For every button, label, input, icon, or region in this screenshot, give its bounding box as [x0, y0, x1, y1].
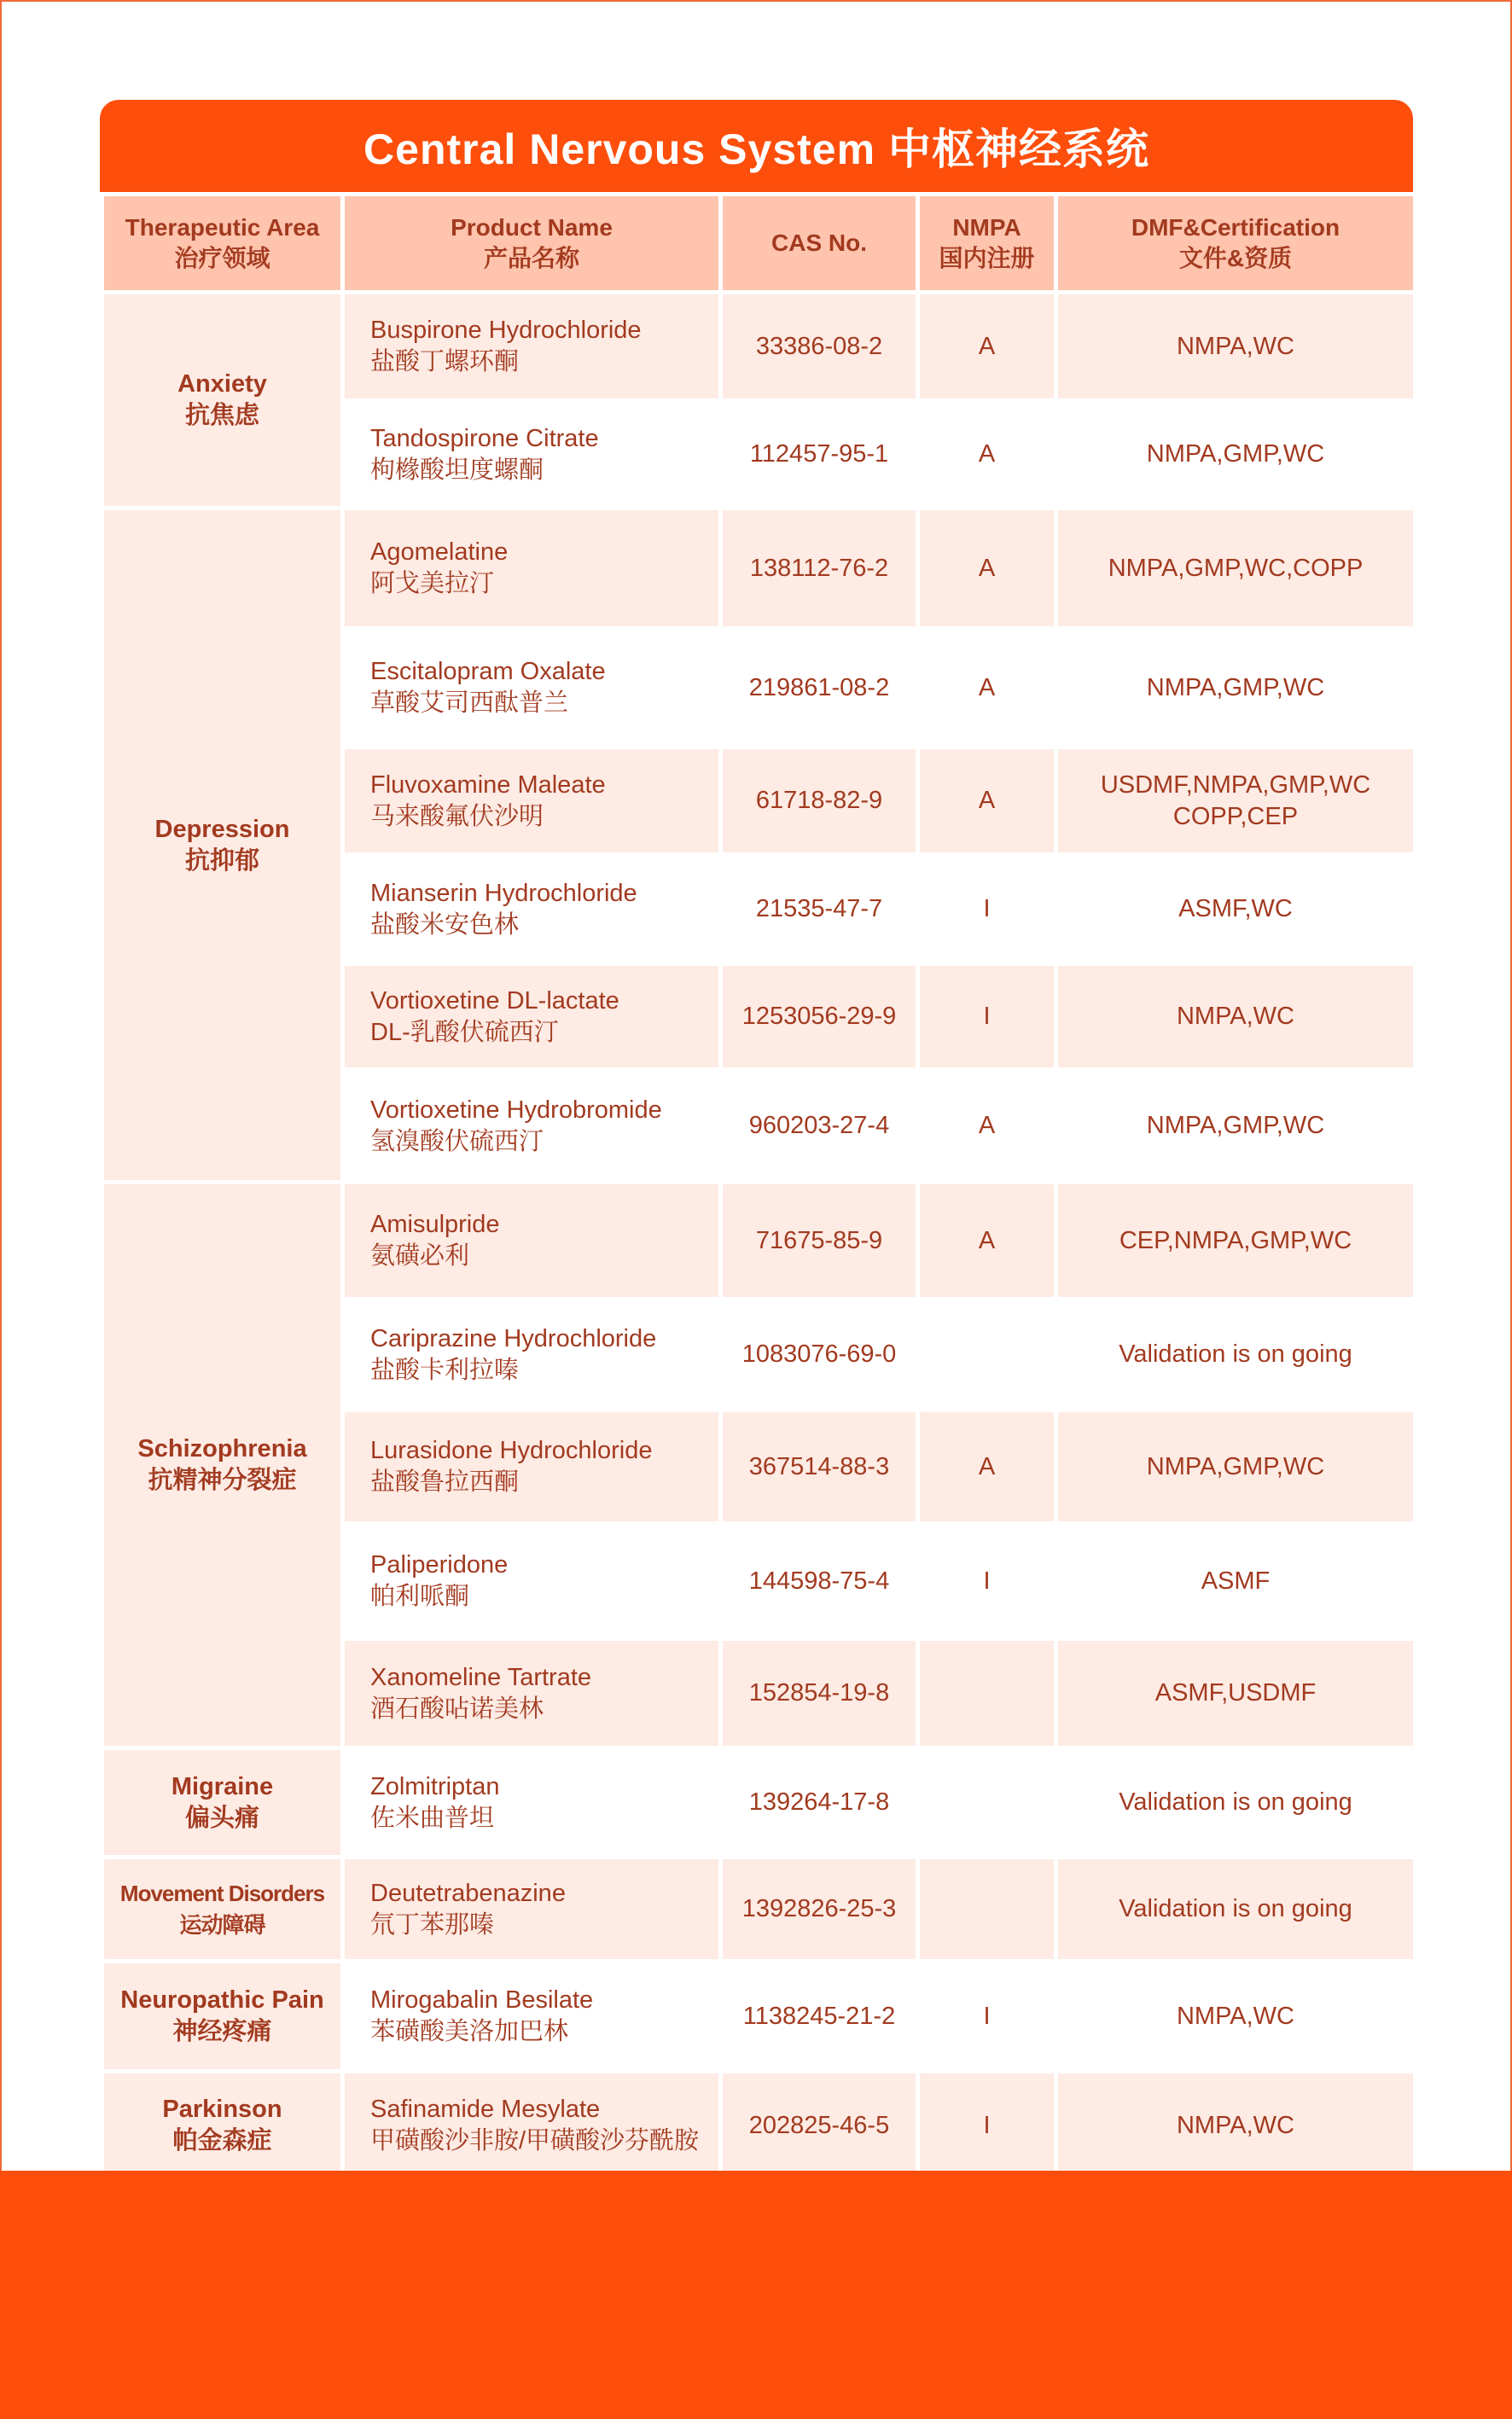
nmpa-status: A — [978, 332, 996, 360]
product-name-cell — [343, 1639, 721, 1748]
product-name-zh: 佐米曲普坦 — [370, 1804, 495, 1832]
certification-cell — [1056, 2072, 1416, 2180]
certification-cell — [1056, 1639, 1416, 1748]
certification-text: Validation is on going — [1119, 1788, 1352, 1816]
certification-cell — [1056, 629, 1416, 747]
therapeutic-area-zh: 抗抑郁 — [184, 846, 259, 875]
nmpa-status-cell — [918, 1070, 1056, 1183]
cas-number-cell — [721, 1410, 918, 1524]
nmpa-status-cell — [918, 293, 1056, 401]
cas-number: 367514-88-3 — [748, 1452, 890, 1480]
product-name-zh: 甲磺酸沙非胺/甲磺酸沙芬酰胺 — [370, 2127, 700, 2154]
certification-cell — [1056, 1410, 1416, 1524]
certification-text: USDMF,NMPA,GMP,WC — [1100, 770, 1371, 799]
nmpa-status: A — [978, 1452, 996, 1480]
page-title: Central Nervous System 中枢神经系统 — [100, 100, 1413, 192]
certification-cell — [1056, 1858, 1416, 1962]
cas-number: 1253056-29-9 — [741, 1003, 897, 1030]
certification-cell — [1056, 747, 1416, 855]
therapeutic-area-cell — [102, 1183, 343, 1748]
nmpa-status: A — [978, 1112, 996, 1139]
table-row — [102, 1748, 1416, 1858]
nmpa-status: I — [983, 2002, 991, 2030]
certification-cell — [1056, 1300, 1416, 1410]
product-name-zh: 盐酸鲁拉西酮 — [370, 1468, 520, 1496]
column-header-therapeutic-area: Therapeutic Area 治疗领域 — [102, 195, 343, 293]
certification-text: Validation is on going — [1119, 1340, 1352, 1368]
nmpa-status: I — [983, 1567, 991, 1595]
cas-number-cell — [721, 964, 918, 1070]
cas-number: 960203-27-4 — [748, 1112, 890, 1139]
nmpa-status-cell — [918, 1748, 1056, 1858]
cas-number: 33386-08-2 — [755, 332, 883, 360]
product-name-en: Tandospirone Citrate — [370, 424, 599, 452]
cas-number: 152854-19-8 — [748, 1679, 890, 1707]
certification-text: NMPA,GMP,WC,COPP — [1108, 554, 1364, 582]
cas-number-cell — [721, 1070, 918, 1183]
column-header-product-name: Product Name 产品名称 — [343, 195, 721, 293]
nmpa-status: A — [978, 440, 996, 468]
cas-number: 21535-47-7 — [755, 895, 883, 922]
cas-number: 202825-46-5 — [748, 2111, 890, 2139]
cas-number-cell — [721, 855, 918, 964]
product-name-zh: 氘丁苯那嗪 — [370, 1910, 495, 1939]
therapeutic-area-zh: 抗焦虑 — [184, 402, 259, 429]
product-name-cell — [343, 1748, 721, 1858]
product-name-en: Cariprazine Hydrochloride — [370, 1324, 657, 1352]
product-name-cell — [343, 1524, 721, 1639]
product-name-zh: 草酸艾司西酞普兰 — [370, 689, 569, 717]
certification-cell — [1056, 1962, 1416, 2072]
product-name-en: Buspirone Hydrochloride — [370, 317, 642, 344]
cas-number-cell — [721, 1524, 918, 1639]
product-name-en: Mirogabalin Besilate — [370, 1986, 594, 2014]
product-name-cell — [343, 1410, 721, 1524]
therapeutic-area-cell — [102, 1748, 343, 1858]
cas-number: 144598-75-4 — [748, 1567, 890, 1595]
cas-number: 219861-08-2 — [748, 673, 890, 701]
nmpa-status-cell — [918, 401, 1056, 509]
nmpa-status: I — [983, 1003, 991, 1030]
product-name-en: Escitalopram Oxalate — [370, 658, 606, 685]
table-row — [102, 293, 1416, 401]
product-name-en: Agomelatine — [370, 538, 509, 566]
product-name-cell — [343, 1183, 721, 1300]
product-name-zh: 阿戈美拉汀 — [370, 570, 495, 597]
cas-number: 1083076-69-0 — [741, 1340, 897, 1368]
certification-cell — [1056, 855, 1416, 964]
therapeutic-area-zh: 神经疼痛 — [172, 2018, 272, 2045]
certification-text: NMPA,WC — [1176, 332, 1294, 360]
nmpa-status-cell — [918, 855, 1056, 964]
product-name-cell — [343, 1858, 721, 1962]
product-table — [100, 192, 1417, 2182]
nmpa-status-cell — [918, 747, 1056, 855]
product-name-zh: 酒石酸呫诺美林 — [370, 1695, 544, 1723]
cas-number-cell — [721, 293, 918, 401]
product-name-cell — [343, 1300, 721, 1410]
therapeutic-area-cell — [102, 1858, 343, 1962]
nmpa-status: I — [983, 2111, 991, 2139]
product-name-zh: 盐酸卡利拉嗪 — [370, 1356, 520, 1384]
product-name-zh: 马来酸氟伏沙明 — [370, 802, 544, 830]
cas-number: 61718-82-9 — [755, 787, 883, 814]
product-name-en: Deutetrabenazine — [370, 1879, 566, 1907]
nmpa-status: A — [978, 673, 996, 701]
product-name-zh: 苯磺酸美洛加巴林 — [370, 2018, 569, 2045]
table-row — [102, 1858, 1416, 1962]
certification-text: NMPA,GMP,WC — [1146, 1112, 1325, 1139]
cas-number-cell — [721, 401, 918, 509]
product-name-en: Paliperidone — [370, 1551, 509, 1579]
certification-cell — [1056, 964, 1416, 1070]
nmpa-status-cell — [918, 1524, 1056, 1639]
therapeutic-area-zh: 帕金森症 — [172, 2127, 272, 2154]
cas-number-cell — [721, 1183, 918, 1300]
therapeutic-area-en: Neuropathic Pain — [120, 1986, 324, 2014]
certification-text: ASMF — [1201, 1567, 1271, 1595]
therapeutic-area-zh: 抗精神分裂症 — [148, 1467, 297, 1494]
cas-number: 139264-17-8 — [748, 1788, 890, 1816]
footer-band — [0, 2171, 1512, 2419]
therapeutic-area-en: Depression — [154, 815, 290, 843]
product-name-cell — [343, 855, 721, 964]
nmpa-status: A — [978, 787, 996, 814]
product-name-zh: 氢溴酸伏硫西汀 — [370, 1127, 544, 1155]
table-row — [102, 509, 1416, 629]
product-name-zh: 盐酸丁螺环酮 — [370, 348, 520, 375]
certification-text: CEP,NMPA,GMP,WC — [1119, 1226, 1352, 1254]
nmpa-status-cell — [918, 2072, 1056, 2180]
therapeutic-area-en: Schizophrenia — [137, 1435, 307, 1462]
product-name-cell — [343, 629, 721, 747]
cas-number-cell — [721, 1639, 918, 1748]
product-name-en: Xanomeline Tartrate — [370, 1663, 592, 1691]
certification-text-line2: COPP,CEP — [1172, 802, 1299, 830]
nmpa-status-cell — [918, 1183, 1056, 1300]
cas-number-cell — [721, 747, 918, 855]
nmpa-status-cell — [918, 629, 1056, 747]
product-name-en: Fluvoxamine Maleate — [370, 770, 606, 799]
certification-text: NMPA,WC — [1176, 1003, 1294, 1030]
product-name-cell — [343, 509, 721, 629]
product-name-zh: 枸橼酸坦度螺酮 — [370, 456, 544, 484]
certification-cell — [1056, 401, 1416, 509]
therapeutic-area-zh: 运动障碍 — [179, 1911, 265, 1938]
product-name-zh: DL-乳酸伏硫西汀 — [370, 1018, 559, 1046]
certification-text: NMPA,GMP,WC — [1146, 1452, 1325, 1480]
product-name-zh: 氨磺必利 — [370, 1242, 470, 1270]
product-name-cell — [343, 1070, 721, 1183]
cas-number: 1392826-25-3 — [741, 1895, 897, 1922]
product-name-cell — [343, 293, 721, 401]
product-name-en: Lurasidone Hydrochloride — [370, 1437, 653, 1464]
table-row — [102, 1962, 1416, 2072]
cas-number-cell — [721, 509, 918, 629]
therapeutic-area-en: Migraine — [171, 1772, 274, 1800]
therapeutic-area-cell — [102, 1962, 343, 2072]
nmpa-status-cell — [918, 1858, 1056, 1962]
certification-text: NMPA,WC — [1176, 2111, 1294, 2139]
nmpa-status-cell — [918, 1639, 1056, 1748]
cas-number: 71675-85-9 — [755, 1226, 883, 1254]
nmpa-status: I — [983, 895, 991, 922]
product-name-en: Mianserin Hydrochloride — [370, 879, 637, 907]
product-name-cell — [343, 401, 721, 509]
product-name-en: Amisulpride — [370, 1211, 500, 1238]
cas-number-cell — [721, 1962, 918, 2072]
product-name-cell — [343, 2072, 721, 2180]
therapeutic-area-cell — [102, 293, 343, 509]
nmpa-status-cell — [918, 964, 1056, 1070]
cas-number-cell — [721, 2072, 918, 2180]
nmpa-status-cell — [918, 1410, 1056, 1524]
certification-cell — [1056, 1748, 1416, 1858]
product-name-en: Zolmitriptan — [370, 1772, 500, 1800]
table-row — [102, 1183, 1416, 1300]
certification-cell — [1056, 509, 1416, 629]
product-name-cell — [343, 964, 721, 1070]
table-row — [102, 2072, 1416, 2180]
certification-cell — [1056, 1070, 1416, 1183]
therapeutic-area-en: Parkinson — [162, 2096, 282, 2123]
certification-text: NMPA,WC — [1176, 2002, 1294, 2030]
product-name-en: Safinamide Mesylate — [370, 2096, 601, 2123]
therapeutic-area-en: Movement Disorders — [119, 1880, 325, 1906]
cas-number-cell — [721, 1300, 918, 1410]
product-name-zh: 盐酸米安色林 — [370, 910, 520, 939]
column-header-cas-no: CAS No. — [721, 195, 918, 293]
product-name-en: Vortioxetine Hydrobromide — [370, 1096, 662, 1124]
product-name-cell — [343, 747, 721, 855]
nmpa-status-cell — [918, 509, 1056, 629]
nmpa-status: A — [978, 1226, 996, 1254]
certification-text: NMPA,GMP,WC — [1146, 673, 1325, 701]
nmpa-status-cell — [918, 1962, 1056, 2072]
certification-cell — [1056, 293, 1416, 401]
therapeutic-area-zh: 偏头痛 — [184, 1804, 259, 1832]
cas-number: 112457-95-1 — [749, 440, 889, 468]
therapeutic-area-cell — [102, 2072, 343, 2180]
product-name-zh: 帕利哌酮 — [370, 1583, 470, 1610]
product-name-en: Vortioxetine DL-lactate — [370, 986, 619, 1015]
cas-number-cell — [721, 629, 918, 747]
certification-cell — [1056, 1524, 1416, 1639]
cas-number: 1138245-21-2 — [742, 2002, 896, 2030]
column-header-nmpa: NMPA 国内注册 — [918, 195, 1056, 293]
nmpa-status: A — [978, 554, 996, 582]
nmpa-status-cell — [918, 1300, 1056, 1410]
table-header-row — [102, 195, 1416, 293]
certification-cell — [1056, 1183, 1416, 1300]
product-name-cell — [343, 1962, 721, 2072]
cas-number: 138112-76-2 — [749, 554, 889, 582]
cas-number-cell — [721, 1748, 918, 1858]
cas-number-cell — [721, 1858, 918, 1962]
column-header-dmf-certification: DMF&Certification 文件&资质 — [1056, 195, 1416, 293]
certification-text: Validation is on going — [1119, 1895, 1352, 1922]
therapeutic-area-cell — [102, 509, 343, 1183]
certification-text: NMPA,GMP,WC — [1146, 440, 1325, 468]
certification-text: ASMF,USDMF — [1154, 1679, 1317, 1707]
therapeutic-area-en: Anxiety — [177, 370, 267, 398]
certification-text: ASMF,WC — [1178, 895, 1293, 922]
